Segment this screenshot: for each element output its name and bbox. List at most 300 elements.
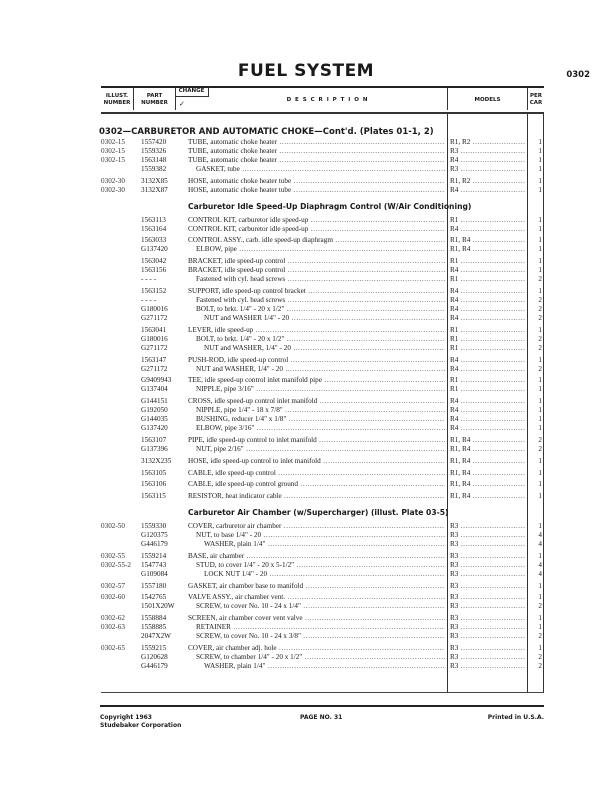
item-group <box>101 614 544 641</box>
illust-number: 0302-57 <box>101 581 125 590</box>
quantity-per-car: 2 <box>538 435 542 444</box>
table-row <box>101 540 544 549</box>
table-row <box>101 623 544 632</box>
models: R3 ..... <box>450 570 526 579</box>
quantity-per-car: 1 <box>538 215 542 224</box>
section-number: 0302 <box>566 70 590 80</box>
table-row <box>101 457 544 466</box>
header-divider <box>447 88 448 110</box>
part-number: 1563105 <box>141 468 167 477</box>
quantity-per-car: 2 <box>538 343 542 352</box>
table-row <box>101 531 544 540</box>
models: R1, R2 ..... <box>450 177 526 186</box>
description: CONTROL ASSY., carb. idle speed-up diaphragm ..... <box>188 236 445 245</box>
quantity-per-car: 1 <box>538 492 542 501</box>
quantity-per-car: 1 <box>538 385 542 394</box>
copyright <box>100 714 181 730</box>
quantity-per-car: 1 <box>538 138 542 146</box>
description: GASKET, air chamber base to manifold ..... <box>188 582 445 591</box>
part-number: G9409943 <box>141 376 172 385</box>
description: ELBOW, pipe 3/16" ..... <box>196 424 445 433</box>
models: R1, R2 ..... <box>450 138 526 147</box>
quantity-per-car: 2 <box>538 652 542 661</box>
models: R3 ..... <box>450 147 526 156</box>
quantity-per-car: 1 <box>538 581 542 590</box>
table-row <box>101 480 544 489</box>
description: BUSHING, reducer 1/4" x 1/8" ..... <box>196 415 445 424</box>
quantity-per-car: 1 <box>538 355 542 364</box>
item-group <box>101 552 544 579</box>
models: R4 ..... <box>450 287 526 296</box>
quantity-per-car: 1 <box>538 406 542 415</box>
quantity-per-car: 1 <box>538 456 542 465</box>
part-number: 1563106 <box>141 480 167 489</box>
illust-number: 0302-55 <box>101 551 125 560</box>
description: HOSE, idle speed-up control to inlet manifold ..... <box>188 457 445 466</box>
quantity-per-car: 4 <box>538 539 542 548</box>
quantity-per-car: 1 <box>538 224 542 233</box>
table-row <box>101 216 544 225</box>
part-number: 1559326 <box>141 147 167 155</box>
part-number: G271172 <box>141 313 168 322</box>
part-number: 1559330 <box>141 521 167 530</box>
quantity-per-car: 2 <box>538 632 542 641</box>
quantity-per-car: 1 <box>538 156 542 164</box>
part-number: 1557420 <box>141 138 167 146</box>
models: R4 ..... <box>450 415 526 424</box>
table-row <box>101 436 544 445</box>
models: R1, R4 ..... <box>450 445 526 454</box>
part-number: 2047X2W <box>141 632 171 641</box>
subsection-heading: Carburetor Air Chamber (w/Supercharger) (illust. Plate 03-5) <box>188 508 449 518</box>
quantity-per-car: 2 <box>538 364 542 373</box>
table-row <box>101 314 544 323</box>
quantity-per-car: 1 <box>538 325 542 334</box>
description: NIPPLE, pipe 1/4" - 18 x 7/8" ..... <box>196 406 445 415</box>
models: R3 ..... <box>450 165 526 174</box>
part-number: 1563156 <box>141 266 167 275</box>
table-row <box>101 257 544 266</box>
quantity-per-car: 1 <box>538 397 542 406</box>
item-group <box>101 457 544 466</box>
part-number: 1563152 <box>141 286 167 295</box>
item-group <box>101 287 544 323</box>
models: R4 ..... <box>450 156 526 165</box>
description: CONTROL KIT, carburetor idle speed-up ..... <box>188 225 445 234</box>
models: R1 ..... <box>450 376 526 385</box>
description: WASHER, plain 1/4" ..... <box>204 540 445 549</box>
models: R4 ..... <box>450 296 526 305</box>
page-title: FUEL SYSTEM <box>237 61 375 81</box>
models: R3 ..... <box>450 614 526 623</box>
quantity-per-car: 2 <box>538 275 542 284</box>
table-row <box>101 632 544 641</box>
table-bottom-rule <box>101 692 544 693</box>
quantity-per-car: 1 <box>538 376 542 385</box>
quantity-per-car: 2 <box>538 304 542 313</box>
section-title: 0302—CARBURETOR AND AUTOMATIC CHOKE—Cont'd. (Plates 01-1, 2) <box>99 127 434 137</box>
description: RESISTOR, heat indicator cable ..... <box>188 492 445 501</box>
description: RETAINER ..... <box>196 623 445 632</box>
description: NUT and WASHER, 1/4" - 20 ..... <box>196 365 445 374</box>
description: NUT, to base 1/4" - 20 ..... <box>196 531 445 540</box>
description: Fastened with cyl. head screws ..... <box>196 275 445 284</box>
item-group <box>101 397 544 433</box>
quantity-per-car: 1 <box>538 521 542 530</box>
description: HOSE, automatic choke heater tube ..... <box>188 177 445 186</box>
table-row <box>101 424 544 433</box>
table-row <box>101 376 544 385</box>
quantity-per-car: 1 <box>538 623 542 632</box>
table-row <box>101 138 544 147</box>
table-row <box>101 552 544 561</box>
item-group <box>101 326 544 353</box>
part-number: G109084 <box>141 569 168 578</box>
table-row <box>101 593 544 602</box>
part-number: 1542765 <box>141 593 167 602</box>
quantity-per-car: 1 <box>538 245 542 254</box>
quantity-per-car: 4 <box>538 530 542 539</box>
part-number: G271172 <box>141 364 168 373</box>
header-illust-number: ILLUST. NUMBER <box>103 93 131 106</box>
header-change: CHANGE <box>175 87 209 97</box>
models: R3 ..... <box>450 632 526 641</box>
part-number: 1558884 <box>141 614 167 623</box>
part-number: G192050 <box>141 406 168 415</box>
description: SCREEN, air chamber cover vent valve ..... <box>188 614 445 623</box>
subsection-heading: Carburetor Idle Speed-Up Diaphragm Control (W/Air Conditioning) <box>188 201 472 211</box>
page-number: PAGE NO. 31 <box>300 714 343 721</box>
description: CONTROL KIT, carburetor idle speed-up ..... <box>188 216 445 225</box>
part-number: 1563107 <box>141 435 167 444</box>
table-row <box>101 492 544 501</box>
part-number: 1563042 <box>141 257 167 266</box>
quantity-per-car: 1 <box>538 165 542 173</box>
quantity-per-car: 1 <box>538 593 542 602</box>
item-group <box>101 376 544 394</box>
header-divider <box>133 88 134 110</box>
quantity-per-car: 1 <box>538 424 542 433</box>
quantity-per-car: 1 <box>538 480 542 489</box>
copyright-line: Copyright 1963 <box>100 714 152 721</box>
illust-number: 0302-62 <box>101 614 125 623</box>
description: SCREW, to cover No. 10 - 24 x 1/4" ..... <box>196 602 445 611</box>
quantity-per-car: 2 <box>538 661 542 670</box>
models: R1 ..... <box>450 216 526 225</box>
description: NIPPLE, pipe 3/16" ..... <box>196 385 445 394</box>
table-row <box>101 275 544 284</box>
part-number: G137420 <box>141 245 168 254</box>
part-number: 1563041 <box>141 325 167 334</box>
part-number: 1559215 <box>141 643 167 652</box>
models: R1 ..... <box>450 275 526 284</box>
models: R4 ..... <box>450 305 526 314</box>
table-row <box>101 156 544 165</box>
models: R4 ..... <box>450 225 526 234</box>
part-number: G271172 <box>141 343 168 352</box>
models: R1 ..... <box>450 326 526 335</box>
models: R1, R4 ..... <box>450 480 526 489</box>
quantity-per-car: 4 <box>538 560 542 569</box>
table-row <box>101 662 544 671</box>
part-number: 1563164 <box>141 224 167 233</box>
models: R3 ..... <box>450 582 526 591</box>
models: R4 ..... <box>450 365 526 374</box>
quantity-per-car: 1 <box>538 614 542 623</box>
table-row <box>101 287 544 296</box>
models: R3 ..... <box>450 662 526 671</box>
item-group <box>101 593 544 611</box>
models: R4 ..... <box>450 397 526 406</box>
part-number: G137404 <box>141 385 168 394</box>
item-group <box>101 236 544 254</box>
header-part-number: PART NUMBER <box>141 93 168 106</box>
item-group <box>101 138 544 174</box>
table-row <box>101 165 544 174</box>
models: R1, R4 ..... <box>450 245 526 254</box>
part-number: 1557180 <box>141 581 167 590</box>
table-row <box>101 385 544 394</box>
table-row <box>101 356 544 365</box>
quantity-per-car: 1 <box>538 468 542 477</box>
item-group <box>101 522 544 549</box>
description: TEE, idle speed-up control inlet manifold pipe ..... <box>188 376 445 385</box>
quantity-per-car: 1 <box>538 185 542 194</box>
printed-in: Printed in U.S.A. <box>487 714 544 721</box>
quantity-per-car: 2 <box>538 313 542 322</box>
table-row <box>101 147 544 156</box>
part-number: 1563033 <box>141 236 167 245</box>
quantity-per-car: 1 <box>538 147 542 155</box>
description: NUT and WASHER, 1/4" - 20 ..... <box>204 344 445 353</box>
description: COVER, carburetor air chamber ..... <box>188 522 445 531</box>
header-description: D E S C R I P T I O N <box>286 96 369 103</box>
part-number: G180016 <box>141 334 168 343</box>
footer-rule <box>100 705 544 707</box>
quantity-per-car: 1 <box>538 643 542 652</box>
part-number: - - - - <box>141 295 156 304</box>
models: R3 ..... <box>450 540 526 549</box>
description: STUD, to cover 1/4" - 20 x 5-1/2" ..... <box>196 561 445 570</box>
item-group <box>101 177 544 195</box>
table-row <box>101 335 544 344</box>
table-row <box>101 644 544 653</box>
item-group <box>101 469 544 478</box>
part-number: G446179 <box>141 539 168 548</box>
models: R1 ..... <box>450 344 526 353</box>
models: R1, R4 ..... <box>450 469 526 478</box>
illust-number: 0302-30 <box>101 185 125 194</box>
part-number: G446179 <box>141 661 168 670</box>
description: NUT and WASHER 1/4" - 20 ..... <box>204 314 445 323</box>
description: TUBE, automatic choke heater ..... <box>188 138 445 147</box>
description: SUPPORT, idle speed-up control bracket ..... <box>188 287 445 296</box>
parts-list <box>101 126 544 671</box>
table-row <box>101 614 544 623</box>
description: NUT, pipe 2/16" ..... <box>196 445 445 454</box>
table-row <box>101 406 544 415</box>
description: BRACKET, idle speed-up control ..... <box>188 257 445 266</box>
part-number: 1547743 <box>141 560 167 569</box>
quantity-per-car: 1 <box>538 176 542 185</box>
table-row <box>101 326 544 335</box>
description: CABLE, idle speed-up control ..... <box>188 469 445 478</box>
models: R4 ..... <box>450 314 526 323</box>
quantity-per-car: 1 <box>538 266 542 275</box>
models: R1, R4 ..... <box>450 492 526 501</box>
description: SCREW, to chamber 1/4" - 20 x 1/2" ..... <box>196 653 445 662</box>
illust-number: 0302-50 <box>101 521 125 530</box>
description: TUBE, automatic choke heater ..... <box>188 156 445 165</box>
part-number: 1559214 <box>141 551 167 560</box>
part-number: 1563147 <box>141 355 167 364</box>
description: HOSE, automatic choke heater tube ..... <box>188 186 445 195</box>
table-row <box>101 415 544 424</box>
quantity-per-car: 2 <box>538 334 542 343</box>
description: CABLE, idle speed-up control ground ..... <box>188 480 445 489</box>
part-number: G120375 <box>141 530 168 539</box>
description: LEVER, idle speed-up ..... <box>188 326 445 335</box>
part-number: 3132X87 <box>141 185 168 194</box>
models: R3 ..... <box>450 653 526 662</box>
description: BASE, air chamber ..... <box>188 552 445 561</box>
description: SCREW, to cover No. 10 - 24 x 3/8" ..... <box>196 632 445 641</box>
illust-number: 0302-15 <box>101 147 125 155</box>
description: CROSS, idle speed-up control inlet manifold ..... <box>188 397 445 406</box>
models: R3 ..... <box>450 602 526 611</box>
illust-number: 0302-15 <box>101 138 125 146</box>
models: R1, R4 ..... <box>450 457 526 466</box>
table-row <box>101 305 544 314</box>
table-row <box>101 561 544 570</box>
models: R4 ..... <box>450 186 526 195</box>
part-number: G137420 <box>141 424 168 433</box>
item-group <box>101 480 544 489</box>
quantity-per-car: 1 <box>538 236 542 245</box>
description: ELBOW, pipe ..... <box>196 245 445 254</box>
models: R4 ..... <box>450 424 526 433</box>
quantity-per-car: 1 <box>538 551 542 560</box>
description: WASHER, plain 1/4" ..... <box>204 662 445 671</box>
description: Fastened with cyl. head screws ..... <box>196 296 445 305</box>
illust-number: 0302-60 <box>101 593 125 602</box>
models: R3 ..... <box>450 623 526 632</box>
table-row <box>101 397 544 406</box>
part-number: 1558885 <box>141 623 167 632</box>
item-group <box>101 644 544 671</box>
quantity-per-car: 1 <box>538 286 542 295</box>
quantity-per-car: 2 <box>538 602 542 611</box>
quantity-per-car: 2 <box>538 444 542 453</box>
illust-number: 0302-63 <box>101 623 125 632</box>
table-row <box>101 469 544 478</box>
models: R1 ..... <box>450 257 526 266</box>
description: BRACKET, idle speed-up control ..... <box>188 266 445 275</box>
table-row <box>101 582 544 591</box>
item-group <box>101 257 544 284</box>
models: R3 ..... <box>450 552 526 561</box>
part-number: G144035 <box>141 415 168 424</box>
models: R1 ..... <box>450 385 526 394</box>
part-number: 3132X85 <box>141 176 168 185</box>
description: COVER, air chamber adj. hole ..... <box>188 644 445 653</box>
description: BOLT, to brkt. 1/4" - 20 x 1/2" ..... <box>196 335 445 344</box>
table-row <box>101 570 544 579</box>
description: TUBE, automatic choke heater ..... <box>188 147 445 156</box>
header-per-car: PER CAR <box>529 93 543 106</box>
models: R3 ..... <box>450 561 526 570</box>
description: PUSH-ROD, idle speed-up control ..... <box>188 356 445 365</box>
part-number: 1563148 <box>141 156 167 164</box>
table-row <box>101 225 544 234</box>
item-group <box>101 582 544 591</box>
illust-number: 0302-55-2 <box>101 560 131 569</box>
change-check-icon: ✓ <box>179 100 185 108</box>
table-row <box>101 653 544 662</box>
models: R3 ..... <box>450 522 526 531</box>
description: BOLT, to brkt. 1/4" - 20 x 1/2" ..... <box>196 305 445 314</box>
part-number: 1563113 <box>141 215 166 224</box>
models: R1 ..... <box>450 335 526 344</box>
models: R3 ..... <box>450 531 526 540</box>
table-row <box>101 177 544 186</box>
part-number: G144151 <box>141 397 168 406</box>
quantity-per-car: 4 <box>538 569 542 578</box>
table-row <box>101 522 544 531</box>
part-number: 3132X235 <box>141 456 172 465</box>
item-group <box>101 356 544 374</box>
part-number: G120628 <box>141 652 168 661</box>
table-row <box>101 296 544 305</box>
models: R1, R4 ..... <box>450 436 526 445</box>
description: VALVE ASSY., air chamber vent. ..... <box>188 593 445 602</box>
table-row <box>101 365 544 374</box>
part-number: 1559382 <box>141 165 167 173</box>
quantity-per-car: 1 <box>538 415 542 424</box>
table-row <box>101 186 544 195</box>
models: R3 ..... <box>450 644 526 653</box>
description: PIPE, idle speed-up control to inlet manifold ..... <box>188 436 445 445</box>
description: GASKET, tube ..... <box>196 165 445 174</box>
quantity-per-car: 2 <box>538 295 542 304</box>
header-models: MODELS <box>474 96 501 103</box>
part-number: G180016 <box>141 304 168 313</box>
item-group <box>101 436 544 454</box>
part-number: - - - - <box>141 275 156 284</box>
part-number: 1501X20W <box>141 602 175 611</box>
copyright-company: Studebaker Corporation <box>100 722 182 729</box>
illust-number: 0302-15 <box>101 156 125 164</box>
models: R4 ..... <box>450 406 526 415</box>
quantity-per-car: 1 <box>538 257 542 266</box>
part-number: 1563115 <box>141 492 166 501</box>
illust-number: 0302-65 <box>101 643 125 652</box>
models: R4 ..... <box>450 356 526 365</box>
table-row <box>101 602 544 611</box>
table-row <box>101 445 544 454</box>
table-row <box>101 266 544 275</box>
models: R3 ..... <box>450 593 526 602</box>
item-group <box>101 216 544 234</box>
description: LOCK NUT 1/4" - 20 ..... <box>204 570 445 579</box>
part-number: G137396 <box>141 444 168 453</box>
header-divider <box>527 88 528 110</box>
models: R4 ..... <box>450 266 526 275</box>
item-group <box>101 492 544 501</box>
table-header <box>101 86 544 114</box>
illust-number: 0302-30 <box>101 176 125 185</box>
table-row <box>101 236 544 245</box>
